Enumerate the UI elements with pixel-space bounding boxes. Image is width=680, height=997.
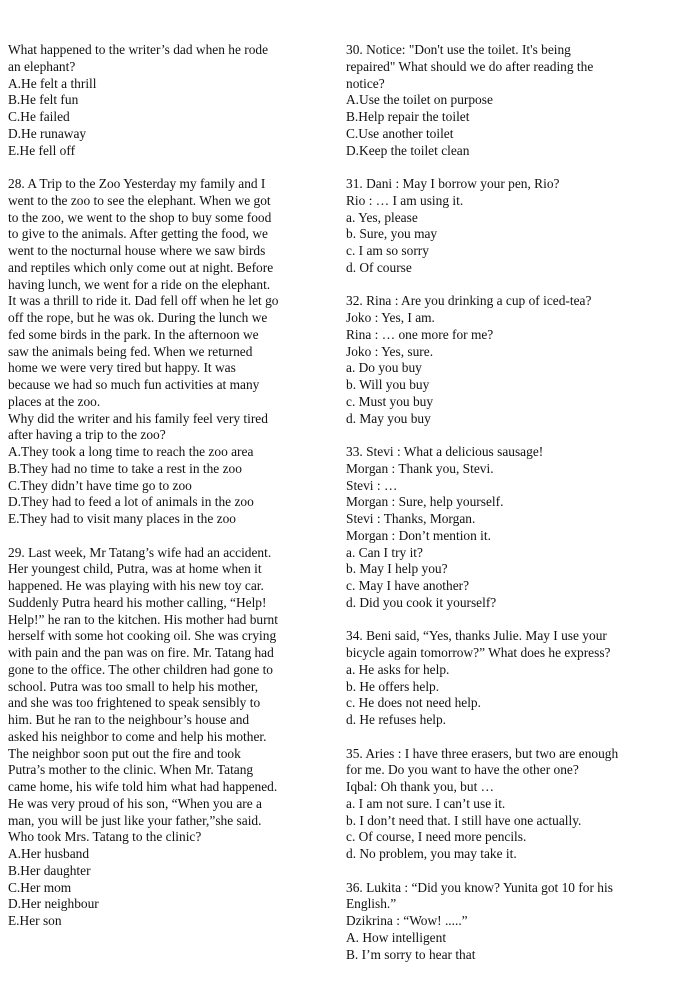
question-35-dialogue-line: for me. Do you want to have the other one? xyxy=(346,762,579,778)
question-30-option-b: B.Help repair the toilet xyxy=(346,109,470,124)
question-30 xyxy=(346,42,646,159)
question-29 xyxy=(8,545,308,930)
question-29-passage-line: Her youngest child, Putra, was at home when it xyxy=(8,561,262,577)
question-36-dialogue-line: Dzikrina : “Wow! .....” xyxy=(346,913,468,928)
question-29-option-e: E.Her son xyxy=(8,913,62,928)
question-27-stem-line: What happened to the writer’s dad when he rode xyxy=(8,42,269,57)
question-28-passage-line: 28. A Trip to the Zoo Yesterday my family and I xyxy=(8,176,266,191)
question-28-option-b: B.They had no time to take a rest in the zoo xyxy=(8,460,242,476)
question-29-passage-line: school. Putra was too small to help his mother, xyxy=(8,678,259,694)
right-column xyxy=(346,42,646,980)
question-33-option-a: a. Can I try it? xyxy=(346,544,423,560)
question-29-passage-line: happened. He was playing with his new toy car. xyxy=(8,578,264,593)
question-34-stem-line: bicycle again tomorrow?” What does he express? xyxy=(346,645,611,660)
question-30-stem-line: repaired" What should we do after reading the xyxy=(346,58,594,74)
question-33-option-b: b. May I help you? xyxy=(346,561,448,577)
question-29-passage-line: Putra’s mother to the clinic. When Mr. Tatang xyxy=(8,762,254,778)
question-32-option-d: d. May you buy xyxy=(346,410,431,426)
question-29-passage-line: and she was too frightened to speak sensibly to xyxy=(8,695,261,711)
question-28-passage-line: went to the nocturnal house where we saw birds xyxy=(8,243,266,258)
question-30-stem-line: notice? xyxy=(346,75,385,91)
question-28-passage-line: went to the zoo to see the elephant. When we got xyxy=(8,192,271,208)
question-28-passage-line: having lunch, we went for a ride on the elephant. xyxy=(8,276,271,292)
question-36-option-a: A. How intelligent xyxy=(346,929,447,945)
question-30-stem-line: 30. Notice: "Don't use the toilet. It's being xyxy=(346,42,571,57)
question-35 xyxy=(346,746,646,863)
question-27-option-c: C.He failed xyxy=(8,109,70,124)
question-29-passage-line: gone to the office. The other children had gone to xyxy=(8,661,274,677)
question-30-option-a: A.Use the toilet on purpose xyxy=(346,92,493,108)
question-29-option-d: D.Her neighbour xyxy=(8,896,99,912)
question-29-option-a: A.Her husband xyxy=(8,846,90,861)
question-28-passage-line: because we had so much fun activities at many xyxy=(8,377,260,392)
question-28-passage-line: off the rope, but he was ok. During the lunch we xyxy=(8,310,268,325)
question-29-passage-line: asked his neighbor to come and help his mother. xyxy=(8,728,267,744)
question-34-stem-line: 34. Beni said, “Yes, thanks Julie. May I use your xyxy=(346,628,607,644)
question-33 xyxy=(346,444,646,612)
question-33-option-c: c. May I have another? xyxy=(346,578,470,593)
question-35-option-c: c. Of course, I need more pencils. xyxy=(346,829,527,845)
question-29-passage-line: 29. Last week, Mr Tatang’s wife had an accident. xyxy=(8,544,272,560)
question-28-passage-line: places at the zoo. xyxy=(8,393,101,409)
question-33-dialogue-line: Morgan : Sure, help yourself. xyxy=(346,494,504,510)
question-28-passage-line: and reptiles which only come out at night. Before xyxy=(8,259,274,275)
question-27-option-a: A.He felt a thrill xyxy=(8,75,97,91)
question-29-stem-line: Who took Mrs. Tatang to the clinic? xyxy=(8,829,202,845)
question-29-passage-line: The neighbor soon put out the fire and took xyxy=(8,745,241,761)
question-27-option-b: B.He felt fun xyxy=(8,92,79,108)
question-36 xyxy=(346,880,646,964)
question-28-passage-line: to give to the animals. After getting the food, we xyxy=(8,226,268,242)
question-36-dialogue-line: English.” xyxy=(346,896,397,912)
question-33-dialogue-line: Stevi : Thanks, Morgan. xyxy=(346,511,476,526)
question-31-option-d: d. Of course xyxy=(346,259,412,275)
question-30-option-c: C.Use another toilet xyxy=(346,125,454,141)
question-35-option-b: b. I don’t need that. I still have one actually. xyxy=(346,812,582,828)
question-33-dialogue-line: Morgan : Don’t mention it. xyxy=(346,527,491,543)
question-28-stem-line: Why did the writer and his family feel very tired xyxy=(8,410,268,426)
question-27 xyxy=(8,42,308,159)
question-32-dialogue-line: 32. Rina : Are you drinking a cup of iced-tea? xyxy=(346,293,592,309)
question-32-option-b: b. Will you buy xyxy=(346,377,430,392)
question-31 xyxy=(346,176,646,277)
question-28-option-c: C.They didn’t have time go to zoo xyxy=(8,477,192,493)
question-36-dialogue-line: 36. Lukita : “Did you know? Yunita got 10 for his xyxy=(346,879,613,895)
question-33-dialogue-line: Stevi : … xyxy=(346,477,398,493)
question-29-passage-line: Help!” he ran to the kitchen. His mother had burnt xyxy=(8,611,278,627)
question-28 xyxy=(8,176,308,528)
question-32-option-a: a. Do you buy xyxy=(346,360,422,376)
question-28-option-e: E.They had to visit many places in the zoo xyxy=(8,511,236,526)
question-28-passage-line: It was a thrill to ride it. Dad fell off when he let go xyxy=(8,293,279,309)
question-35-option-a: a. I am not sure. I can’t use it. xyxy=(346,795,506,811)
question-35-dialogue-line: 35. Aries : I have three erasers, but two are enough xyxy=(346,745,619,761)
question-27-option-e: E.He fell off xyxy=(8,142,76,158)
question-29-passage-line: herself with some hot cooking oil. She was crying xyxy=(8,628,277,644)
question-32-dialogue-line: Joko : Yes, I am. xyxy=(346,310,435,325)
left-column xyxy=(8,42,308,947)
question-31-dialogue-line: 31. Dani : May I borrow your pen, Rio? xyxy=(346,176,560,191)
question-31-dialogue-line: Rio : … I am using it. xyxy=(346,192,464,208)
question-33-dialogue-line: 33. Stevi : What a delicious sausage! xyxy=(346,444,544,459)
question-28-option-a: A.They took a long time to reach the zoo area xyxy=(8,444,254,459)
question-28-passage-line: saw the animals being fed. When we returned xyxy=(8,343,253,359)
question-33-option-d: d. Did you cook it yourself? xyxy=(346,594,497,610)
question-34-option-d: d. He refuses help. xyxy=(346,712,447,727)
question-28-passage-line: fed some birds in the park. In the afternoon we xyxy=(8,326,259,342)
question-28-passage-line: to the zoo, we went to the shop to buy some food xyxy=(8,209,272,225)
question-31-option-b: b. Sure, you may xyxy=(346,226,438,242)
question-32 xyxy=(346,293,646,427)
question-29-passage-line: Suddenly Putra heard his mother calling, “Help! xyxy=(8,594,267,610)
question-29-passage-line: He was very proud of his son, “When you are a xyxy=(8,795,262,811)
question-27-option-d: D.He runaway xyxy=(8,125,87,141)
question-35-dialogue-line: Iqbal: Oh thank you, but … xyxy=(346,779,495,794)
question-34-option-b: b. He offers help. xyxy=(346,678,440,694)
question-27-stem-line: an elephant? xyxy=(8,58,76,74)
question-30-option-d: D.Keep the toilet clean xyxy=(346,142,470,158)
question-36-option-b: B. I’m sorry to hear that xyxy=(346,946,476,962)
question-34 xyxy=(346,628,646,729)
question-31-option-c: c. I am so sorry xyxy=(346,243,429,258)
question-33-dialogue-line: Morgan : Thank you, Stevi. xyxy=(346,460,494,476)
question-29-option-b: B.Her daughter xyxy=(8,862,91,878)
question-29-passage-line: man, you will be just like your father,”she said. xyxy=(8,812,262,828)
question-32-option-c: c. Must you buy xyxy=(346,393,434,409)
question-28-option-d: D.They had to feed a lot of animals in the zoo xyxy=(8,494,254,510)
question-35-option-d: d. No problem, you may take it. xyxy=(346,846,517,861)
question-31-option-a: a. Yes, please xyxy=(346,209,418,225)
question-34-option-a: a. He asks for help. xyxy=(346,661,450,677)
question-29-passage-line: with pain and the pan was on fire. Mr. Tatang had xyxy=(8,645,274,660)
question-29-passage-line: came home, his wife told him what had happened. xyxy=(8,779,278,794)
question-32-dialogue-line: Rina : … one more for me? xyxy=(346,326,494,342)
question-28-passage-line: home we were very tired but happy. It was xyxy=(8,360,236,376)
question-34-option-c: c. He does not need help. xyxy=(346,695,481,711)
question-28-stem-line: after having a trip to the zoo? xyxy=(8,427,166,443)
question-32-dialogue-line: Joko : Yes, sure. xyxy=(346,343,434,359)
question-29-passage-line: him. But he ran to the neighbour’s house and xyxy=(8,712,250,727)
question-29-option-c: C.Her mom xyxy=(8,879,72,895)
